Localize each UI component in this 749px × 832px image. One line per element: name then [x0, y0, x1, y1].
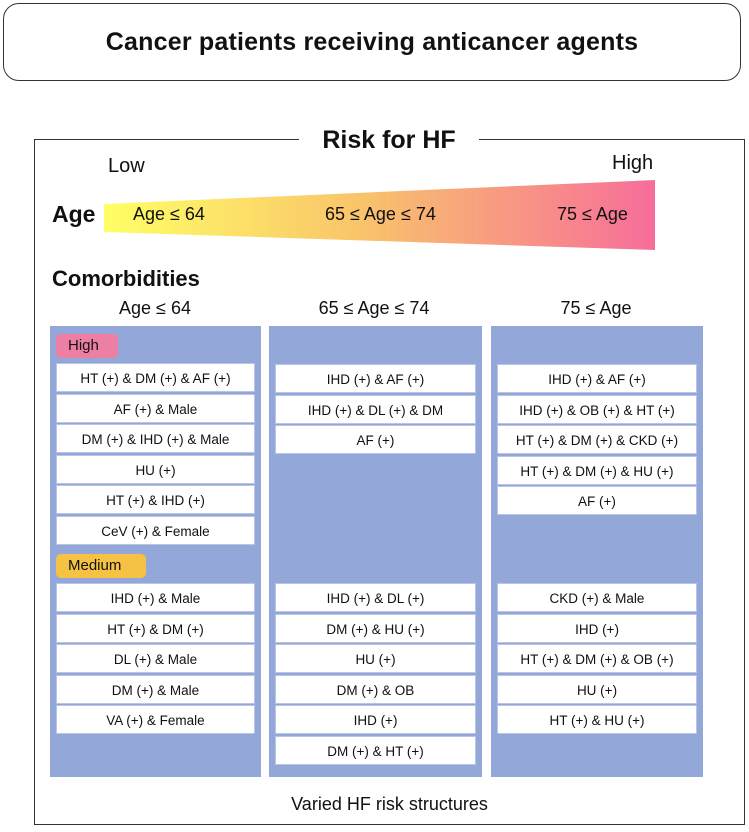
- old-high-risk-cell: IHD (+) & AF (+): [497, 364, 697, 393]
- old-high-risk-cell: AF (+): [497, 486, 697, 515]
- old-medium-risk-cell: HT (+) & HU (+): [497, 705, 697, 734]
- young-high-risk-cell: HT (+) & DM (+) & AF (+): [56, 363, 255, 392]
- middle-medium-risk-cell: DM (+) & OB: [275, 675, 476, 704]
- old-medium-risk-cell: HT (+) & DM (+) & OB (+): [497, 644, 697, 673]
- middle-high-risk-cell: IHD (+) & DL (+) & DM: [275, 395, 476, 424]
- middle-medium-risk-cell: IHD (+): [275, 705, 476, 734]
- high-label: High: [612, 152, 654, 174]
- old-medium-risk-cell: CKD (+) & Male: [497, 583, 697, 612]
- column-header-middle: 65 ≤ Age ≤ 74: [318, 298, 430, 318]
- middle-medium-risk-cell: IHD (+) & DL (+): [275, 583, 476, 612]
- young-high-risk-cell: CeV (+) & Female: [56, 516, 255, 545]
- young-high-risk-cell: HU (+): [56, 455, 255, 484]
- young-medium-risk-cell: IHD (+) & Male: [56, 583, 255, 612]
- title-box: [3, 3, 741, 81]
- age-range-middle: 65 ≤ Age ≤ 74: [325, 204, 436, 224]
- middle-medium-risk-cell: DM (+) & HT (+): [275, 736, 476, 765]
- high-risk-badge: High: [56, 334, 118, 358]
- comorbidities-label: Comorbidities: [52, 266, 200, 291]
- young-medium-risk-cell: DL (+) & Male: [56, 644, 255, 673]
- young-medium-risk-cell: DM (+) & Male: [56, 675, 255, 704]
- old-medium-risk-cell: HU (+): [497, 675, 697, 704]
- low-label: Low: [108, 155, 145, 177]
- footer-caption: Varied HF risk structures: [291, 794, 488, 814]
- young-medium-risk-cell: VA (+) & Female: [56, 705, 255, 734]
- old-high-risk-cell: HT (+) & DM (+) & CKD (+): [497, 425, 697, 454]
- middle-medium-risk-cell: DM (+) & HU (+): [275, 614, 476, 643]
- column-header-young: Age ≤ 64: [119, 298, 191, 318]
- young-high-risk-cell: AF (+) & Male: [56, 394, 255, 423]
- main-title: Cancer patients receiving anticancer agents: [105, 27, 639, 56]
- old-high-risk-cell: HT (+) & DM (+) & HU (+): [497, 456, 697, 485]
- middle-medium-risk-cell: HU (+): [275, 644, 476, 673]
- old-medium-risk-cell: IHD (+): [497, 614, 697, 643]
- column-header-old: 75 ≤ Age: [560, 298, 632, 318]
- age-label: Age: [52, 201, 96, 227]
- age-range-young: Age ≤ 64: [133, 204, 205, 224]
- old-high-risk-cell: IHD (+) & OB (+) & HT (+): [497, 395, 697, 424]
- risk-title: Risk for HF: [299, 124, 479, 156]
- medium-risk-badge: Medium: [56, 554, 146, 578]
- middle-high-risk-cell: IHD (+) & AF (+): [275, 364, 476, 393]
- middle-high-risk-cell: AF (+): [275, 425, 476, 454]
- young-high-risk-cell: HT (+) & IHD (+): [56, 485, 255, 514]
- age-range-old: 75 ≤ Age: [557, 204, 628, 224]
- young-high-risk-cell: DM (+) & IHD (+) & Male: [56, 424, 255, 453]
- young-medium-risk-cell: HT (+) & DM (+): [56, 614, 255, 643]
